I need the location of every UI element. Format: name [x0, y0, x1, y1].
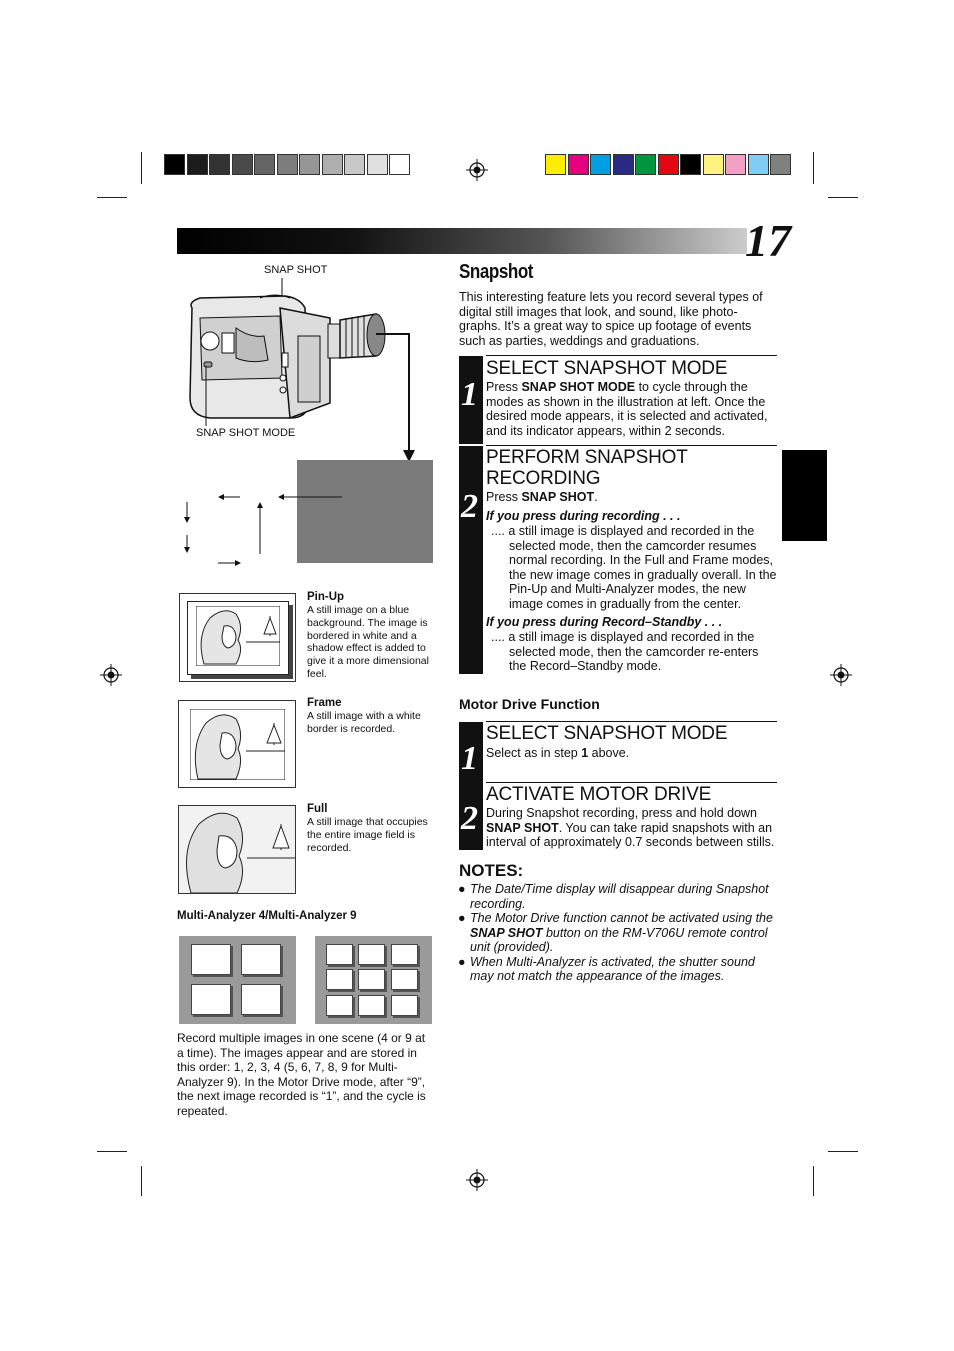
step-number-block [459, 722, 483, 850]
multi-analyzer-description: Record multiple images in one scene (4 or 9 at a time). The images appear and are stored in this order: 1, 2, 3, 4 (5, 6, 7, 8, 9 for Multi-Analyzer 9). In the Motor Drive mode, after “9”, the next image recorded is “1”, and the cycle is repeated. [177, 1031, 426, 1118]
note-item [458, 955, 780, 984]
grid-cell [241, 984, 281, 1015]
text-run: The Date/Time display will disappear during Snapshot recording. [470, 882, 769, 911]
step-title [486, 447, 688, 489]
step-title: SELECT SNAPSHOT MODE [486, 358, 728, 379]
text-run: Select as in step [486, 746, 582, 760]
step-text [486, 490, 776, 505]
crop-mark [141, 152, 142, 184]
grid-cell [326, 995, 353, 1016]
frame-thumbnail [178, 700, 296, 788]
section-tab [782, 450, 827, 541]
notes-list [458, 882, 780, 984]
key-name: SNAP SHOT [470, 925, 543, 940]
intro-text: This interesting feature lets you record several types of digital still images that look, and sound, like photo-graphs. It’s a great way to spice up footage of events such as parties, weddings and graduations. [459, 290, 763, 348]
divider [486, 355, 777, 356]
multi-analyzer-title: Multi-Analyzer 4/Multi-Analyzer 9 [177, 910, 357, 922]
mode-description: A still image that occupies the entire image field is recorded. [307, 816, 428, 854]
divider [486, 721, 777, 722]
color-swatch [748, 154, 769, 175]
mode-title: Full [307, 803, 328, 815]
woman-illustration-icon [196, 606, 280, 666]
step-number: 1 [461, 376, 478, 413]
divider [486, 445, 777, 446]
color-swatch [322, 154, 343, 175]
full-thumbnail [178, 805, 296, 894]
motor-drive-heading: Motor Drive Function [459, 696, 600, 712]
crop-mark [813, 1166, 814, 1196]
woman-illustration-icon [190, 709, 285, 780]
grid-cell [358, 969, 385, 990]
mode-title: Frame [307, 697, 342, 709]
mode-description: A still image on a blue background. The image is bordered in white and a shadow effect is added to give it a more dimensional feel. [307, 604, 429, 680]
color-swatch [568, 154, 589, 175]
grid-cell [391, 944, 418, 965]
step-title-line: RECORDING [486, 468, 601, 489]
grid-cell [241, 944, 281, 975]
crop-mark [828, 1151, 858, 1152]
color-swatch [680, 154, 701, 175]
woman-illustration-icon [179, 806, 295, 893]
color-swatch [164, 154, 185, 175]
bullet-icon: ● [458, 911, 466, 925]
text-run: The Motor Drive function cannot be activated using the [470, 911, 773, 925]
pin-up-thumbnail [179, 593, 296, 682]
step-number: 2 [461, 800, 478, 837]
color-swatch [344, 154, 365, 175]
text-run: During Snapshot recording, press and hold down [486, 806, 758, 820]
color-swatch [545, 154, 566, 175]
color-swatch [658, 154, 679, 175]
section-heading: Snapshot [459, 261, 534, 283]
color-swatch [277, 154, 298, 175]
substep-title: If you press during recording . . . [486, 509, 681, 523]
text-run: Press [486, 490, 522, 504]
key-name: SNAP SHOT MODE [521, 380, 636, 394]
step-text [486, 806, 778, 850]
substep-text: .... a still image is displayed and recorded in the selected mode, then the camcorder resumes normal recording. In the Full and Frame modes, the new image comes in gradually overall. In the Pin-Up and Multi-Analyzer modes, the new image comes in gradually from the center. [491, 524, 777, 611]
step-title: SELECT SNAPSHOT MODE [486, 723, 728, 744]
grid-cell [358, 995, 385, 1016]
color-swatch [703, 154, 724, 175]
substep-text: .... a still image is displayed and recorded in the selected mode, then the camcorder re-enters the Record–Standby mode. [491, 630, 759, 673]
mode-pin-up [307, 591, 437, 681]
mode-description: A still image with a white border is recorded. [307, 710, 421, 735]
text-run: . [594, 490, 598, 504]
mode-cycle-arrows [180, 490, 350, 570]
grid-cell [191, 984, 231, 1015]
grid-cell [391, 969, 418, 990]
registration-mark-icon [830, 664, 852, 686]
registration-mark-icon [466, 1169, 488, 1191]
text-run: to cycle through the modes as shown in the illustration at left. Once the desired mode appears, it is selected and activated, and its indicator appears, within 2 seconds. [486, 380, 768, 438]
text-run: button on the RM-V706U remote control unit (provided). [470, 925, 768, 954]
crop-mark [828, 197, 858, 198]
multi-analyzer-4-screen [179, 936, 296, 1024]
crop-mark [813, 152, 814, 184]
mode-full [307, 803, 437, 854]
step-title: ACTIVATE MOTOR DRIVE [486, 784, 712, 805]
grid-cell [391, 995, 418, 1016]
text-run: . You can take rapid snapshots with an interval of approximately 0.7 seconds between stills. [486, 820, 775, 849]
step-number: 2 [461, 488, 478, 525]
color-swatch [209, 154, 230, 175]
color-swatch [725, 154, 746, 175]
crop-mark [97, 1151, 127, 1152]
grid-cell [358, 944, 385, 965]
snap-shot-label: SNAP SHOT [264, 264, 328, 276]
grid-cell [326, 969, 353, 990]
notes-heading: NOTES: [459, 861, 524, 880]
step-number: 1 [461, 740, 478, 777]
step-text [486, 380, 776, 438]
bullet-icon: ● [458, 954, 466, 969]
grid-cell [326, 944, 353, 965]
page-number: 17 [745, 215, 791, 266]
color-swatch [613, 154, 634, 175]
color-swatch [299, 154, 320, 175]
divider [486, 782, 777, 783]
text-run: Press [486, 380, 522, 394]
note-item [458, 911, 780, 955]
step-title-line: PERFORM SNAPSHOT [486, 447, 688, 468]
text-run: When Multi-Analyzer is activated, the shutter sound may not match the appearance of the images. [470, 954, 755, 983]
color-swatch [635, 154, 656, 175]
multi-analyzer-9-screen [315, 936, 432, 1024]
color-swatch [232, 154, 253, 175]
substep-title: If you press during Record–Standby . . . [486, 615, 723, 629]
grid-cell [191, 944, 231, 975]
bullet-icon: ● [458, 882, 466, 896]
key-name: SNAP SHOT [521, 490, 595, 504]
mode-frame [307, 697, 437, 736]
color-swatch [367, 154, 388, 175]
text-run: above. [588, 746, 630, 760]
color-swatch [187, 154, 208, 175]
color-swatch [254, 154, 275, 175]
color-swatch [590, 154, 611, 175]
step-number-block [459, 446, 483, 674]
crop-mark [97, 197, 127, 198]
crop-mark [141, 1166, 142, 1196]
color-swatch [389, 154, 410, 175]
snap-shot-mode-label: SNAP SHOT MODE [196, 427, 296, 439]
mode-title: Pin-Up [307, 591, 345, 603]
step-text [486, 746, 776, 761]
key-name: 1 [581, 746, 589, 760]
note-item [458, 882, 780, 911]
registration-mark-icon [466, 159, 488, 181]
color-swatch [770, 154, 791, 175]
registration-mark-icon [100, 664, 122, 686]
key-name: SNAP SHOT [486, 820, 559, 835]
header-gradient-bar [177, 228, 747, 254]
step-number-block [459, 356, 483, 444]
